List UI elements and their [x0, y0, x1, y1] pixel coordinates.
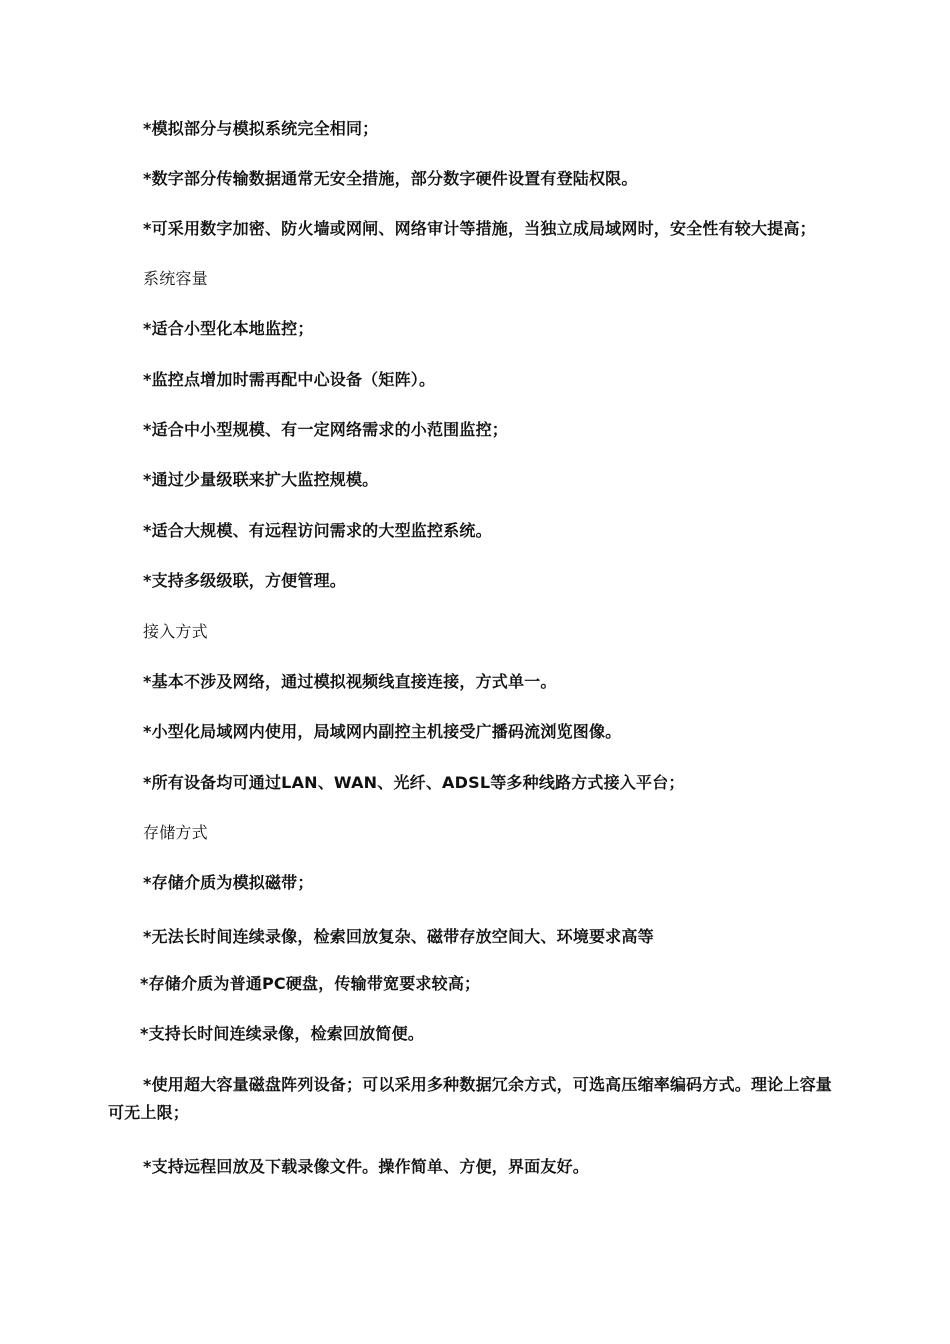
bullet-line: *小型化局域网内使用，局域网内副控主机接受广播码流浏览图像。 [143, 722, 622, 741]
bullet-line: *所有设备均可通过LAN、WAN、光纤、ADSL等多种线路方式接入平台； [143, 773, 685, 792]
bullet-line: *支持长时间连续录像，检索回放简便。 [140, 1024, 424, 1043]
section-heading: 存储方式 [143, 823, 208, 842]
bullet-line: *存储介质为模拟磁带； [143, 873, 314, 892]
bullet-line: *模拟部分与模拟系统完全相同； [143, 119, 379, 138]
section-heading: 系统容量 [143, 269, 208, 288]
bullet-line: *适合大规模、有远程访问需求的大型监控系统。 [143, 521, 492, 540]
bullet-line: *无法长时间连续录像，检索回放复杂、磁带存放空间大、环境要求高等 [143, 927, 654, 946]
bullet-paragraph: *使用超大容量磁盘阵列设备；可以采用多种数据冗余方式，可选高压缩率编码方式。理论上容量可无上限； [108, 1075, 832, 1122]
bullet-line: *通过少量级联来扩大监控规模。 [143, 470, 379, 489]
bullet-line: *基本不涉及网络，通过模拟视频线直接连接，方式单一。 [143, 672, 557, 691]
bullet-line: *数字部分传输数据通常无安全措施，部分数字硬件设置有登陆权限。 [143, 169, 638, 188]
bullet-line: *可采用数字加密、防火墙或网闸、网络审计等措施，当独立成局域网时，安全性有较大提高； [143, 219, 816, 238]
bullet-line: *适合中小型规模、有一定网络需求的小范围监控； [143, 420, 508, 439]
bullet-line: *支持多级级联，方便管理。 [143, 571, 346, 590]
bullet-line: *存储介质为普通PC硬盘，传输带宽要求较高； [140, 974, 481, 993]
bullet-line: *适合小型化本地监控； [143, 319, 314, 338]
section-heading: 接入方式 [143, 622, 208, 641]
bullet-line: *监控点增加时需再配中心设备（矩阵）。 [143, 370, 436, 389]
bullet-line: *支持远程回放及下载录像文件。操作简单、方便，界面友好。 [143, 1157, 589, 1176]
